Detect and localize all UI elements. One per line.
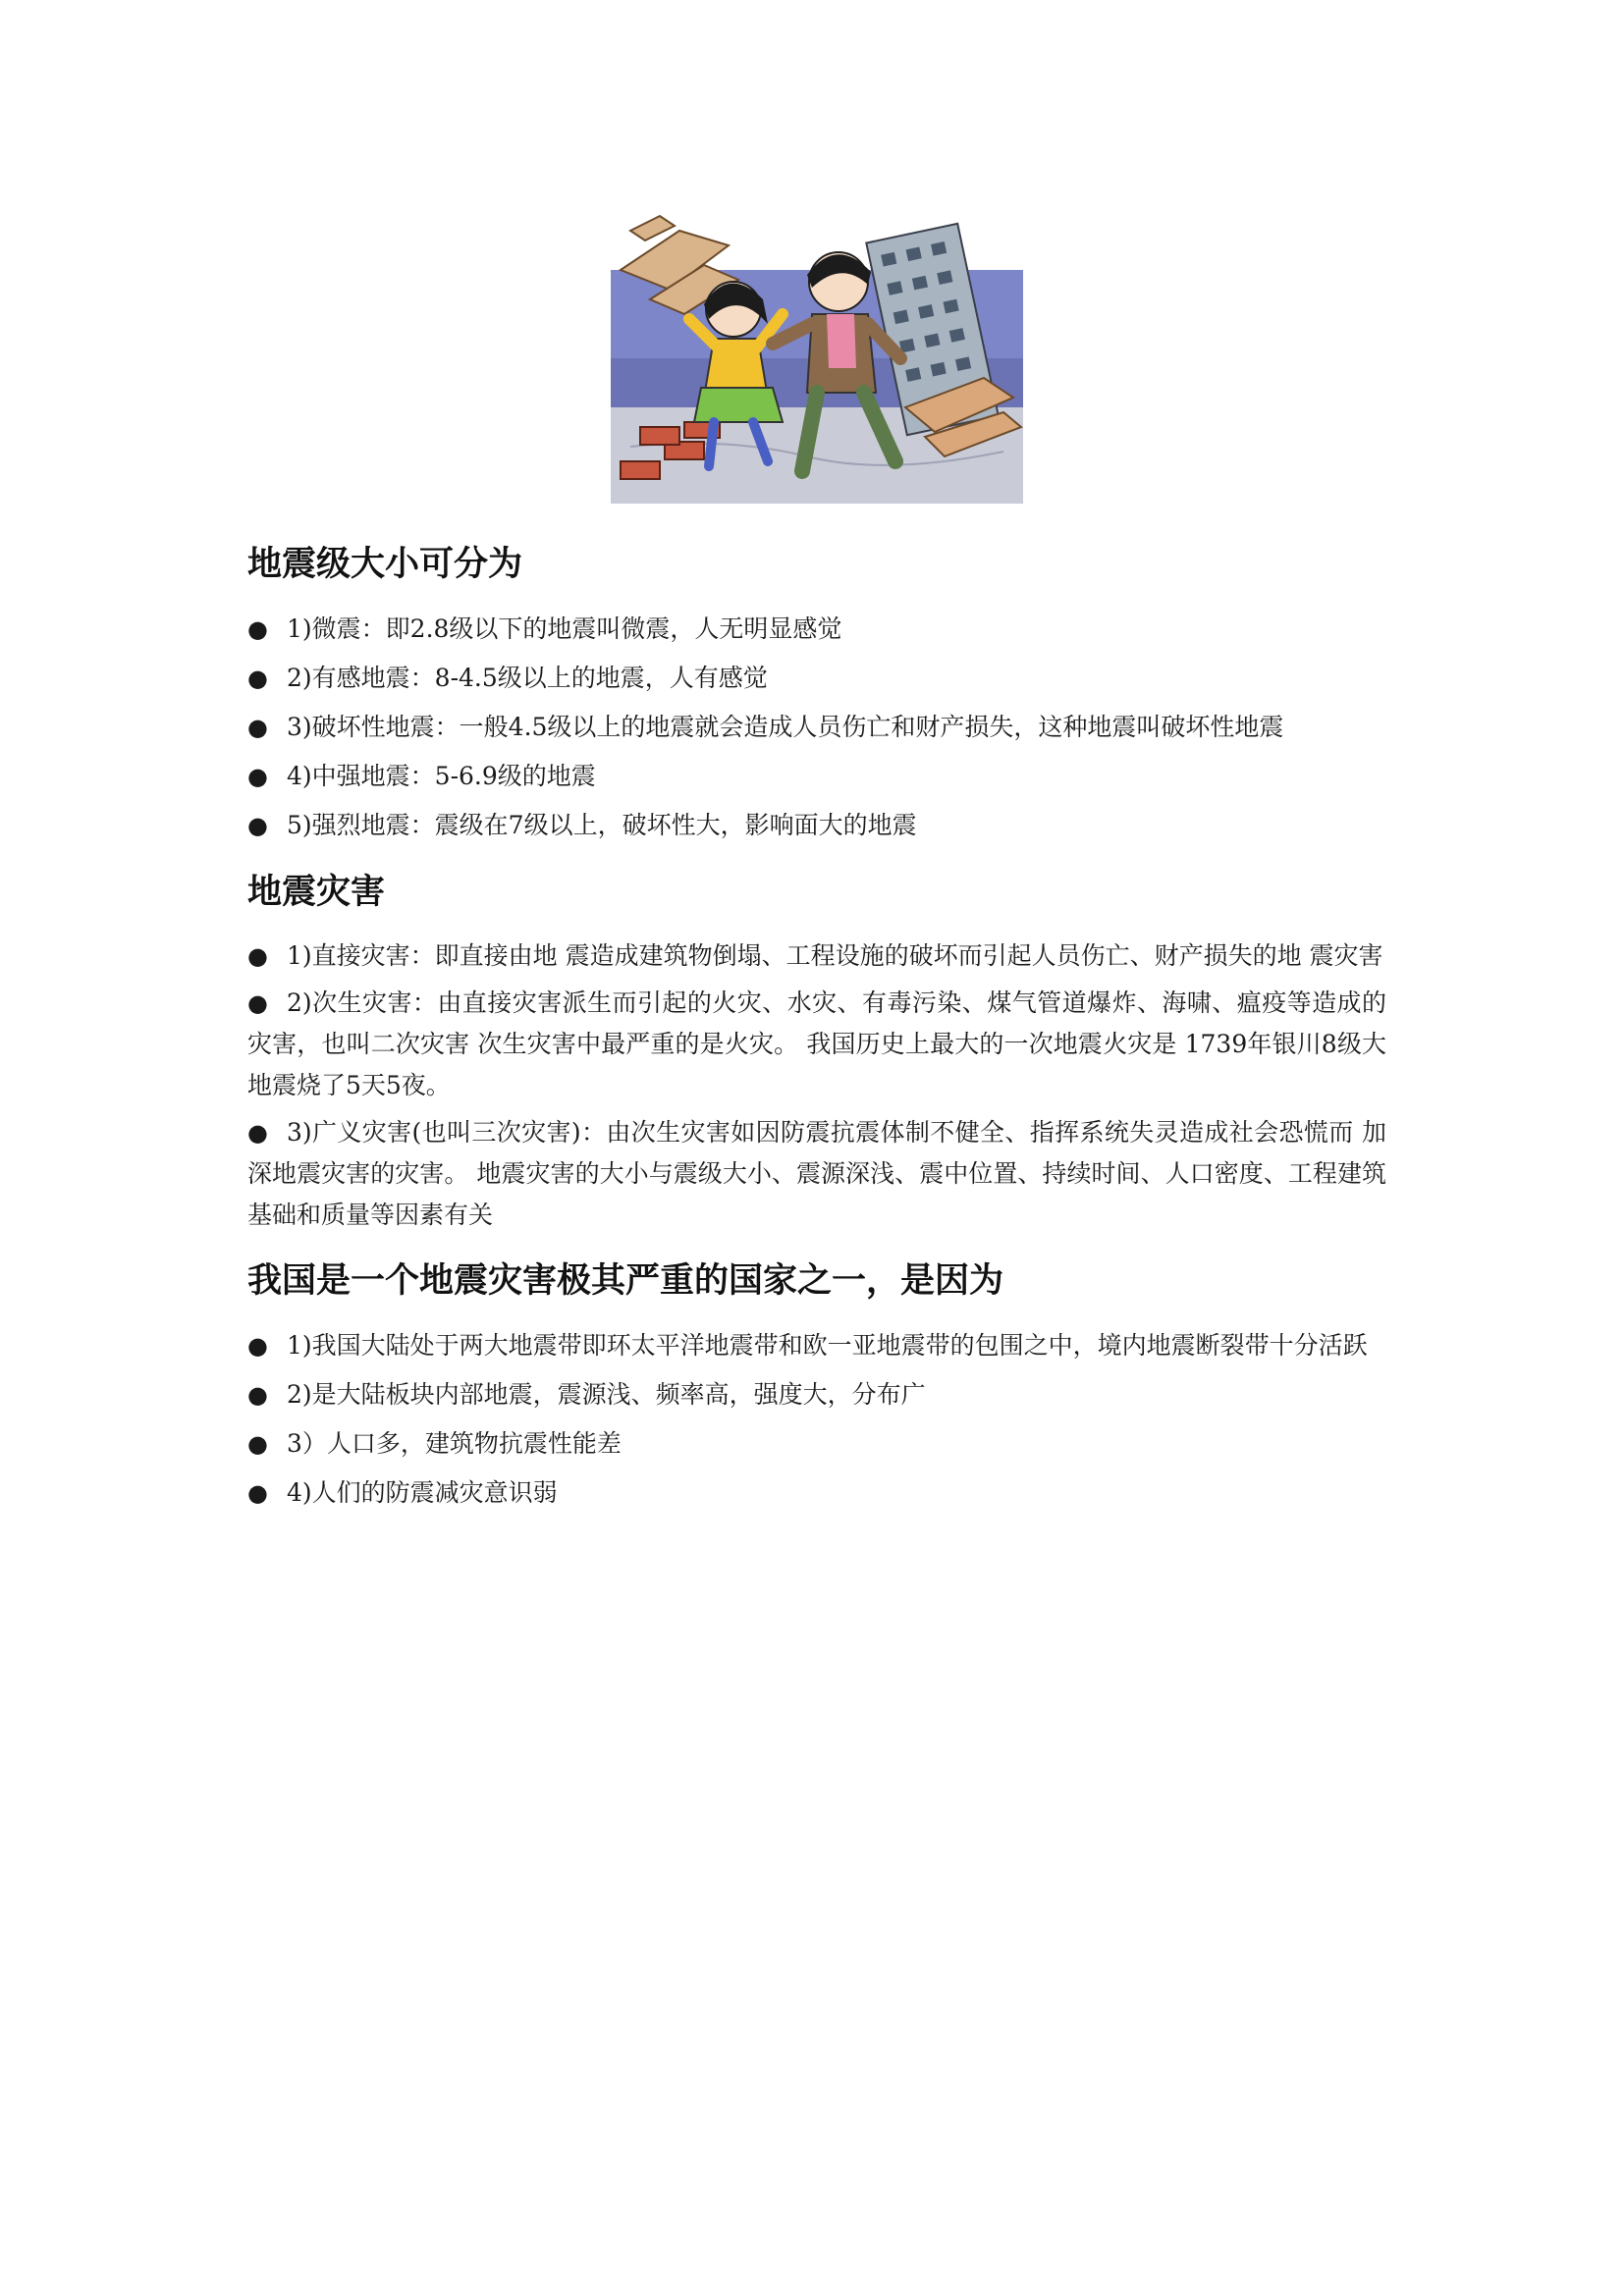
bullet-icon: ● <box>247 1381 268 1409</box>
bullet-icon: ● <box>247 615 268 643</box>
section-title: 地震级大小可分为 <box>247 545 523 584</box>
bullet-icon: ● <box>247 1430 268 1458</box>
bullet-icon: ● <box>247 942 268 970</box>
bullet-icon: ● <box>247 812 268 839</box>
section-earthquake-magnitude <box>247 535 1386 847</box>
section-title: 地震灾害 <box>247 873 386 912</box>
bullet-icon: ● <box>247 665 268 692</box>
earthquake-illustration <box>611 211 1023 504</box>
list-item: ● 2)有感地震：8-4.5级以上的地震，人有感觉 <box>247 657 1386 700</box>
list-item: ● 2)次生灾害：由直接灾害派生而引起的火灾、水灾、有毒污染、煤气管道爆炸、海啸、瘟疫等造成的灾害，也叫二次灾害 次生灾害中最严重的是火灾。 我国历史上最大的一次地震火灾是 1739年银川8级大地震烧了5天5夜。 <box>247 983 1386 1106</box>
section-china-reasons <box>247 1252 1386 1515</box>
bullet-list <box>247 1324 1386 1515</box>
list-item: ● 1)直接灾害：即直接由地 震造成建筑物倒塌、工程设施的破坏而引起人员伤亡、财产损失的地 震灾害 <box>247 935 1386 977</box>
list-item: ● 3）人口多，建筑物抗震性能差 <box>247 1422 1386 1466</box>
bullet-icon: ● <box>247 1119 268 1147</box>
list-item: ● 4)中强地震：5-6.9级的地震 <box>247 755 1386 798</box>
list-item: ● 1)微震：即2.8级以下的地震叫微震，人无明显感觉 <box>247 608 1386 651</box>
bullet-icon: ● <box>247 1479 268 1507</box>
list-item: ● 1)我国大陆处于两大地震带即环太平洋地震带和欧一亚地震带的包围之中，境内地震断裂带十分活跃 <box>247 1324 1386 1367</box>
list-item: ● 4)人们的防震减灾意识弱 <box>247 1471 1386 1515</box>
bullet-list <box>247 608 1386 847</box>
list-item: ● 3)广义灾害(也叫三次灾害)：由次生灾害如因防震抗震体制不健全、指挥系统失灵造成社会恐慌而 加深地震灾害的灾害。 地震灾害的大小与震级大小、震源深浅、震中位置、持续时间、人口密度、工程建筑基础和质量等因素有关 <box>247 1112 1386 1236</box>
bullet-list <box>247 935 1386 1236</box>
bullet-icon: ● <box>247 989 268 1017</box>
section-title: 我国是一个地震灾害极其严重的国家之一，是因为 <box>247 1261 1004 1301</box>
bullet-icon: ● <box>247 763 268 790</box>
list-item: ● 3)破坏性地震：一般4.5级以上的地震就会造成人员伤亡和财产损失，这种地震叫破坏性地震 <box>247 706 1386 749</box>
bullet-icon: ● <box>247 1332 268 1360</box>
list-item: ● 5)强烈地震：震级在7级以上，破坏性大，影响面大的地震 <box>247 804 1386 847</box>
document-body <box>247 535 1386 1530</box>
bullet-icon: ● <box>247 714 268 741</box>
list-item: ● 2)是大陆板块内部地震，震源浅、频率高，强度大，分布广 <box>247 1373 1386 1416</box>
section-earthquake-disasters <box>247 863 1386 1236</box>
